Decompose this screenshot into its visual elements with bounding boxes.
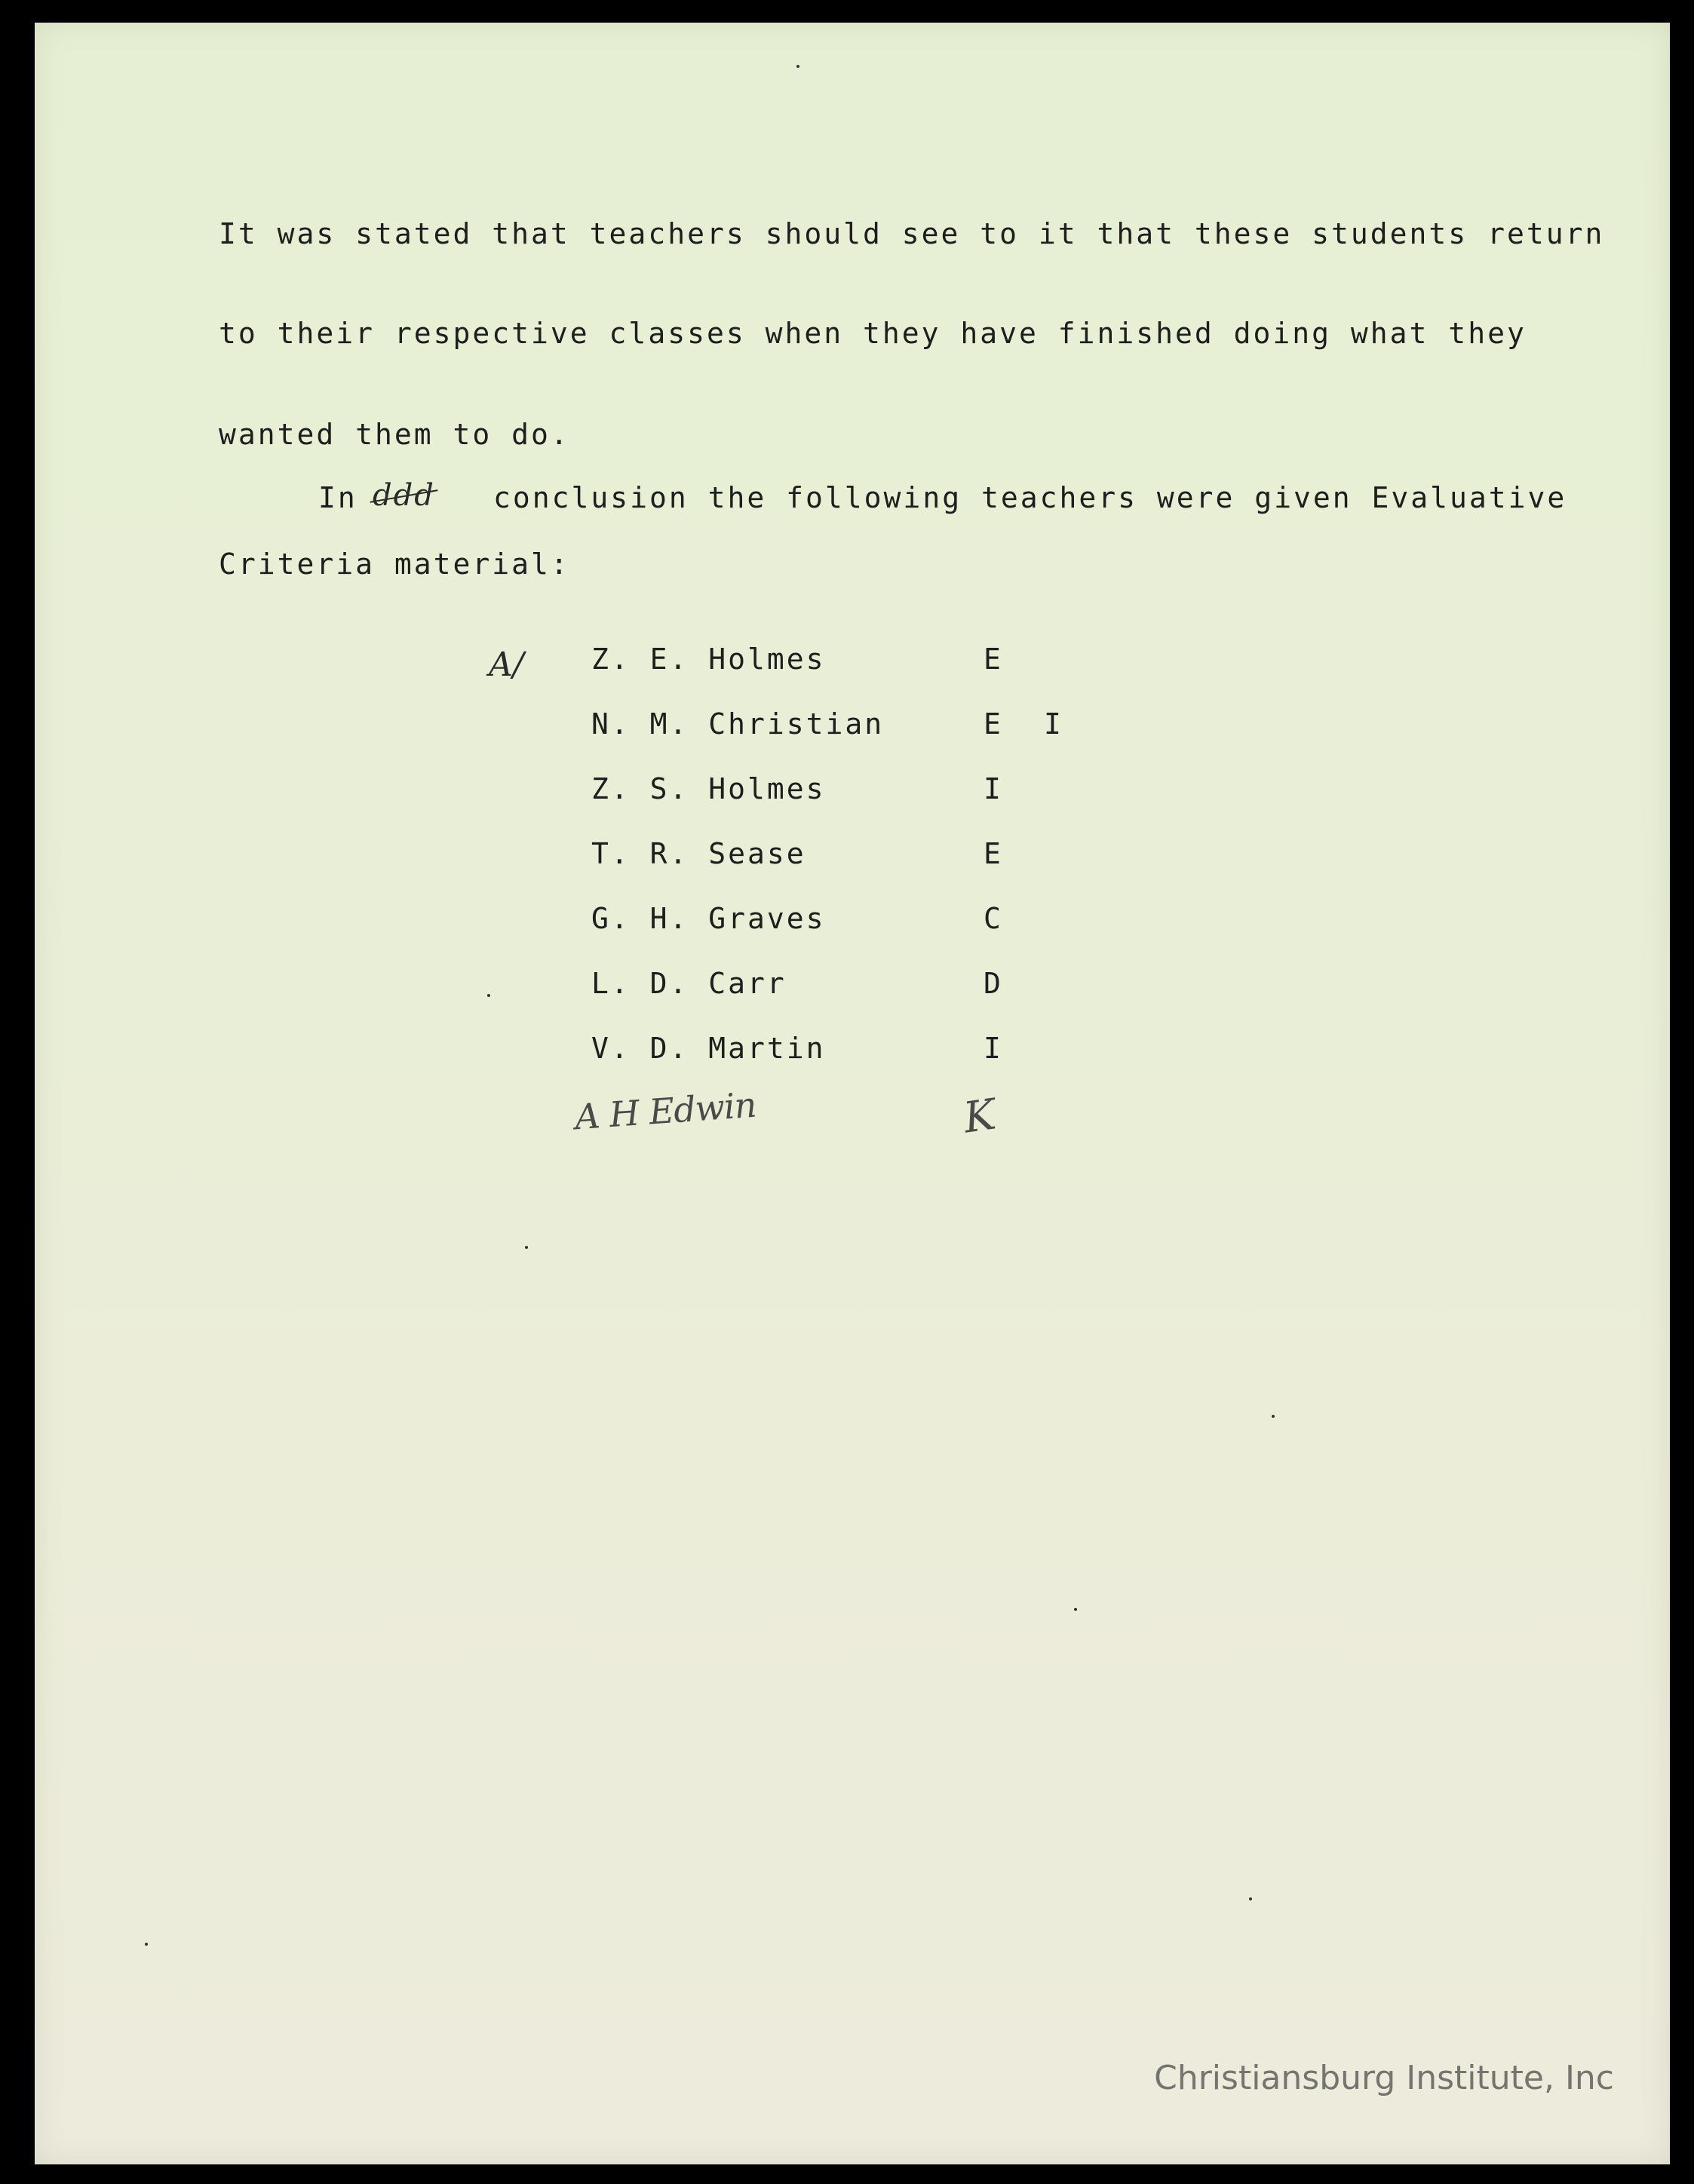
teacher-name: Z. E. Holmes: [591, 643, 826, 676]
paper-speck: [145, 1943, 148, 1946]
paragraph-line-2: to their respective classes when they have finished doing what they: [219, 317, 1527, 350]
document-page: [35, 23, 1670, 2164]
paper-speck: [1074, 1608, 1077, 1611]
teacher-grade: C: [984, 902, 1001, 935]
teacher-name: L. D. Carr: [591, 967, 787, 1000]
paragraph-line-3: wanted them to do.: [219, 418, 570, 451]
watermark: Christiansburg Institute, Inc: [1154, 2059, 1614, 2097]
paper-speck: [1249, 1897, 1252, 1900]
handwritten-teacher-grade: K: [960, 1090, 999, 1143]
handwritten-check-mark: A/: [489, 646, 524, 684]
paragraph-line-4-start: In: [318, 481, 358, 514]
teacher-name: N. M. Christian: [591, 707, 885, 741]
teacher-grade: E: [984, 643, 1001, 676]
handwritten-teacher-name: A H Edwin: [573, 1084, 757, 1138]
teacher-name: G. H. Graves: [591, 902, 826, 935]
paper-speck: [1272, 1415, 1275, 1418]
paragraph-line-1: It was stated that teachers should see to it that these students return: [219, 217, 1605, 250]
paper-speck: [487, 994, 490, 997]
teacher-grade: D: [984, 967, 1001, 1000]
paper-speck: [796, 65, 799, 68]
paper-speck: [525, 1246, 528, 1249]
paragraph-line-4-rest: conclusion the following teachers were given Evaluative: [493, 481, 1567, 514]
struck-out-text: ddd: [373, 478, 435, 513]
teacher-name: T. R. Sease: [591, 837, 806, 870]
teacher-grade: I: [984, 772, 1001, 805]
teacher-second-grade: I: [1044, 707, 1061, 741]
teacher-grade: E: [984, 707, 1001, 741]
teacher-name: V. D. Martin: [591, 1032, 826, 1065]
paragraph-line-5: Criteria material:: [219, 548, 570, 581]
teacher-name: Z. S. Holmes: [591, 772, 826, 805]
teacher-grade: E: [984, 837, 1001, 870]
teacher-grade: I: [984, 1032, 1001, 1065]
